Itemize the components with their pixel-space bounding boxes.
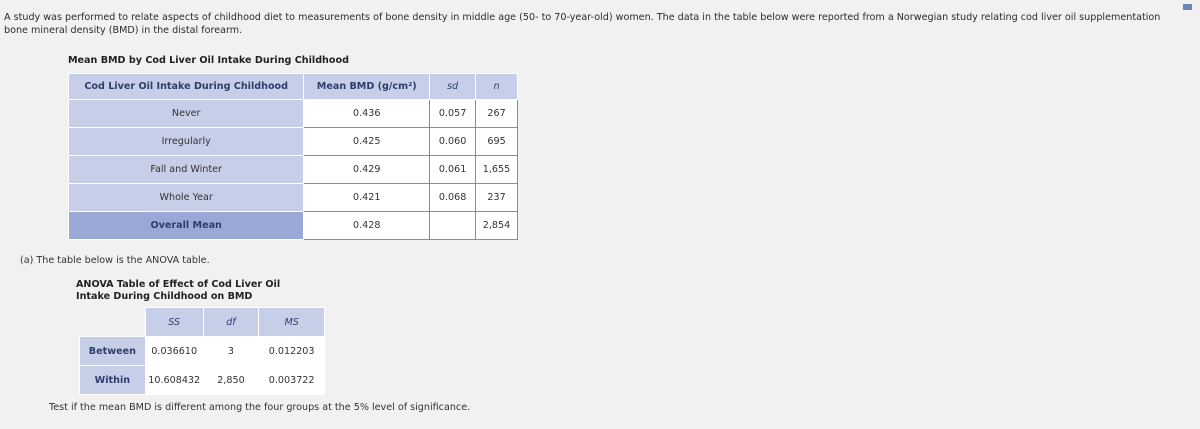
sd-cell [430, 212, 476, 240]
mean-cell: 0.436 [304, 100, 430, 128]
row-label: Between [80, 337, 146, 366]
mean-cell: 0.421 [304, 184, 430, 212]
table-row [69, 128, 518, 156]
part-a-label: (a) The table below is the ANOVA table. [20, 255, 210, 266]
header-n: n [476, 74, 518, 100]
header-df: df [203, 308, 259, 337]
row-label: Overall Mean [69, 212, 304, 240]
sd-cell: 0.060 [430, 128, 476, 156]
table-row [69, 100, 518, 128]
anova-header [80, 308, 325, 337]
anova-title-line-2: Intake During Childhood on BMD [76, 291, 253, 302]
n-cell: 2,854 [476, 212, 518, 240]
ss-cell: 0.036610 [145, 337, 203, 366]
row-label: Never [69, 100, 304, 128]
mean-cell: 0.425 [304, 128, 430, 156]
header-intake: Cod Liver Oil Intake During Childhood [69, 74, 304, 100]
intro-line-1: A study was performed to relate aspects of childhood diet to measurements of bone density in middle age (50- to 70-year-old) women. The data in the table below were reported from a Norwegian study relating cod liver oil supplementation [4, 12, 1161, 23]
n-cell: 1,655 [476, 156, 518, 184]
header-mean-bmd: Mean BMD (g/cm²) [304, 74, 430, 100]
n-cell: 695 [476, 128, 518, 156]
table-row-overall [69, 212, 518, 240]
ss-cell: 10.608432 [145, 366, 203, 395]
row-label: Fall and Winter [69, 156, 304, 184]
header-ss: SS [145, 308, 203, 337]
table-row [69, 156, 518, 184]
anova-table-title [76, 279, 280, 303]
header-ms: MS [259, 308, 325, 337]
anova-table [79, 307, 325, 395]
intro-line-2: bone mineral density (BMD) in the distal forearm. [4, 24, 243, 36]
row-label: Within [80, 366, 146, 395]
question-text: Test if the mean BMD is different among the four groups at the 5% level of significance. [49, 402, 471, 413]
ms-cell: 0.003722 [259, 366, 325, 395]
bmd-table [68, 73, 518, 240]
n-cell: 237 [476, 184, 518, 212]
bmd-table-title: Mean BMD by Cod Liver Oil Intake During Childhood [68, 55, 349, 66]
mean-cell: 0.428 [304, 212, 430, 240]
n-cell: 267 [476, 100, 518, 128]
row-label: Irregularly [69, 128, 304, 156]
header-sd: sd [430, 74, 476, 100]
row-label: Whole Year [69, 184, 304, 212]
ms-cell: 0.012203 [259, 337, 325, 366]
problem-intro [4, 12, 1199, 37]
table-row [80, 366, 325, 395]
anova-title-line-1: ANOVA Table of Effect of Cod Liver Oil [76, 279, 281, 290]
bmd-table-header [69, 74, 518, 100]
df-cell: 2,850 [203, 366, 259, 395]
table-row [80, 337, 325, 366]
sd-cell: 0.068 [430, 184, 476, 212]
anova-header-corner [80, 308, 146, 337]
expand-icon[interactable] [1183, 4, 1192, 10]
df-cell: 3 [203, 337, 259, 366]
mean-cell: 0.429 [304, 156, 430, 184]
table-row [69, 184, 518, 212]
sd-cell: 0.061 [430, 156, 476, 184]
sd-cell: 0.057 [430, 100, 476, 128]
